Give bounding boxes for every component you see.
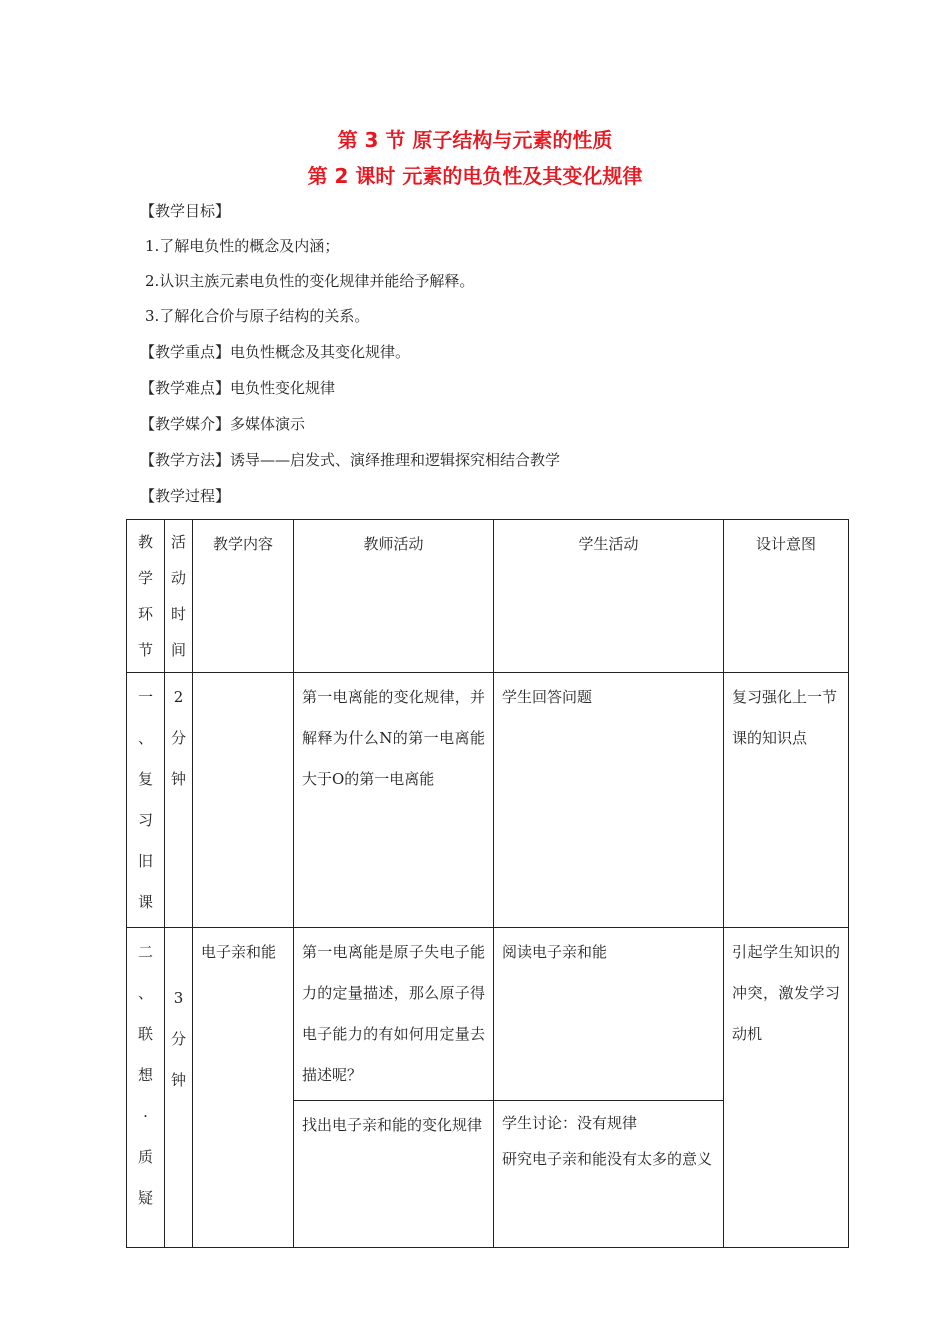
row1-stage: 一 、 复 习 旧 课: [127, 673, 165, 928]
difficulty: 【教学难点】电负性变化规律: [140, 379, 336, 397]
row2-content: 电子亲和能: [193, 928, 294, 1248]
header-intent: 设计意图: [724, 520, 849, 673]
table-row: [127, 673, 849, 928]
row2-teacher-a: 第一电离能是原子失电子能力的定量描述，那么原子得电子能力的有如何用定量去描述呢？: [294, 928, 494, 1101]
objectives-heading: 【教学目标】: [140, 202, 231, 220]
row1-teacher: 第一电离能的变化规律，并解释为什么N的第一电离能大于O的第一电离能: [294, 673, 494, 928]
key-point: 【教学重点】电负性概念及其变化规律。: [140, 343, 411, 361]
row1-time: 2 分 钟: [165, 673, 193, 928]
page-subtitle: 第 2 课时 元素的电负性及其变化规律: [307, 164, 643, 188]
objective-item: 2.认识主族元素电负性的变化规律并能给予解释。: [145, 272, 475, 290]
header-student: 学生活动: [494, 520, 724, 673]
media: 【教学媒介】多媒体演示: [140, 415, 306, 433]
table-row: [127, 928, 849, 1101]
objective-item: 3.了解化合价与原子结构的关系。: [145, 307, 370, 325]
header-teacher: 教师活动: [294, 520, 494, 673]
process-heading: 【教学过程】: [140, 487, 231, 505]
row2-student-b: 学生讨论：没有规律 研究电子亲和能没有太多的意义: [494, 1101, 724, 1248]
page-title: 第 3 节 原子结构与元素的性质: [337, 128, 613, 152]
row2-time: 3 分 钟: [165, 928, 193, 1248]
table-header-row: [127, 520, 849, 673]
row1-student: 学生回答问题: [494, 673, 724, 928]
row1-content: [193, 673, 294, 928]
header-stage: 教 学 环 节: [127, 520, 165, 673]
row2-intent: 引起学生知识的冲突，激发学习动机: [724, 928, 849, 1248]
objective-item: 1.了解电负性的概念及内涵；: [145, 237, 340, 255]
header-time: 活 动 时 间: [165, 520, 193, 673]
header-content: 教学内容: [193, 520, 294, 673]
row2-teacher-b: 找出电子亲和能的变化规律: [294, 1101, 494, 1248]
teaching-process-table: [126, 519, 849, 1248]
row2-student-a: 阅读电子亲和能: [494, 928, 724, 1101]
row2-stage: 二 、 联 想 · 质 疑: [127, 928, 165, 1248]
row1-intent: 复习强化上一节课的知识点: [724, 673, 849, 928]
method: 【教学方法】诱导——启发式、演绎推理和逻辑探究相结合教学: [140, 451, 561, 469]
